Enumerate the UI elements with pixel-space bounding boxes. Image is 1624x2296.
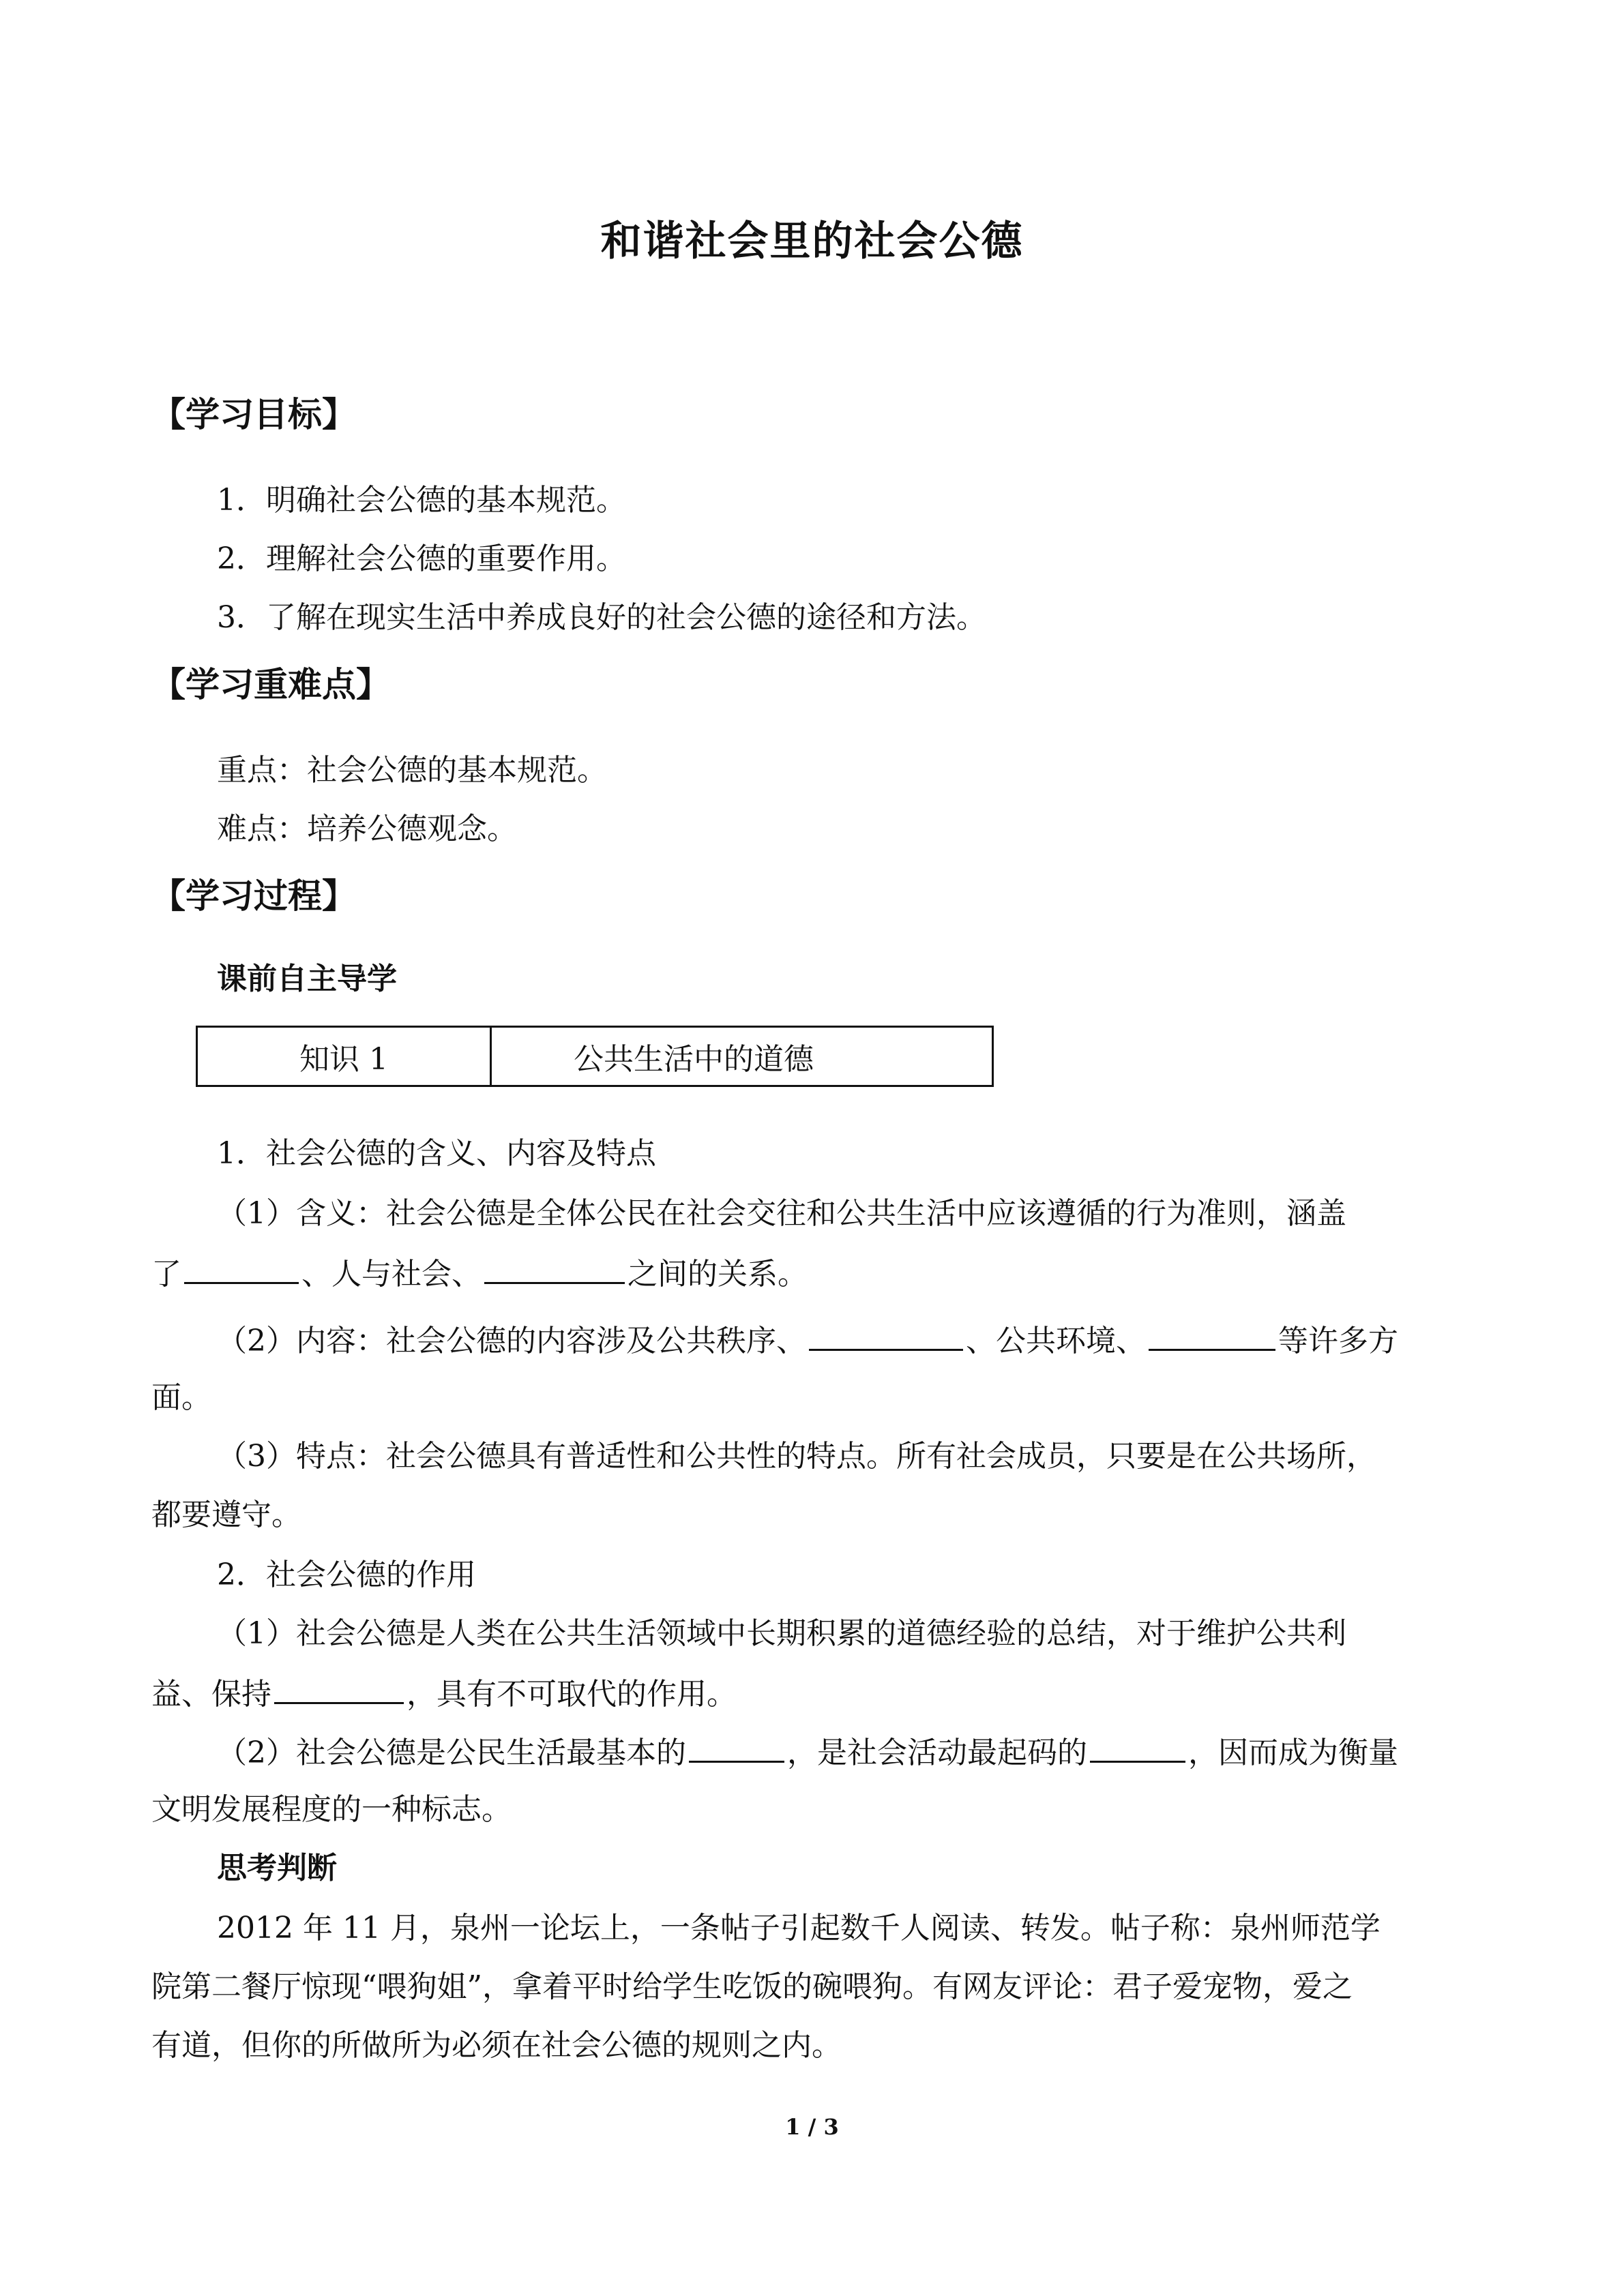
- objective-item-1: 1．明确社会公德的基本规范。: [217, 483, 626, 518]
- fill-blank[interactable]: [689, 1731, 784, 1763]
- think-line-1: 2012 年 11 月，泉州一论坛上，一条帖子引起数千人阅读、转发。帖子称：泉州师范学: [217, 1911, 1381, 1945]
- keypoint-difficulty: 难点：培养公德观念。: [217, 811, 517, 846]
- objective-item-2: 2．理解社会公德的重要作用。: [217, 541, 626, 576]
- q1-title: 1．社会公德的含义、内容及特点: [217, 1136, 656, 1171]
- think-line-2: 院第二餐厅惊现“喂狗姐”，拿着平时给学生吃饭的碗喂狗。有网友评论：君子爱宠物，爱之: [151, 1969, 1353, 2004]
- heading-keypoints: 【学习重难点】: [151, 665, 390, 704]
- q1-3-line-b: 都要遵守。: [151, 1497, 301, 1532]
- q2-1-line-b: [151, 1672, 737, 1715]
- q2-2-line-a: [217, 1731, 1398, 1774]
- text-span: （2）内容：社会公德的内容涉及公共秩序、: [217, 1324, 806, 1358]
- fill-blank[interactable]: [484, 1252, 625, 1284]
- q1-3-line-a: （3）特点：社会公德具有普适性和公共性的特点。所有社会成员，只要是在公共场所，: [217, 1439, 1376, 1474]
- text-span: 等许多方: [1278, 1324, 1398, 1358]
- table-cell-topic: 公共生活中的道德: [491, 1027, 993, 1086]
- table-cell-knowledge: 知识 1: [197, 1027, 491, 1086]
- text-span: ，是社会活动最起码的: [787, 1735, 1087, 1770]
- text-span: 益、保持: [151, 1677, 271, 1712]
- fill-blank[interactable]: [1149, 1319, 1275, 1351]
- q2-title: 2．社会公德的作用: [217, 1557, 476, 1592]
- text-span: 了: [151, 1257, 181, 1292]
- text-span: （2）社会公德是公民生活最基本的: [217, 1735, 686, 1770]
- q1-2-line-b: 面。: [151, 1380, 211, 1415]
- fill-blank[interactable]: [184, 1252, 299, 1284]
- subheading-self-study: 课前自主导学: [217, 961, 397, 996]
- q2-2-line-b: 文明发展程度的一种标志。: [151, 1792, 512, 1827]
- table-row: [197, 1027, 993, 1086]
- text-span: ，具有不可取代的作用。: [407, 1677, 737, 1712]
- fill-blank[interactable]: [809, 1319, 963, 1351]
- think-line-3: 有道，但你的所做所为必须在社会公德的规则之内。: [151, 2028, 842, 2063]
- text-span: ，因而成为衡量: [1188, 1735, 1398, 1770]
- q1-1-line-b: [151, 1252, 808, 1295]
- page-title: 和谐社会里的社会公德: [600, 218, 1024, 265]
- text-span: 之间的关系。: [628, 1257, 808, 1292]
- q1-1-line-a: （1）含义：社会公德是全体公民在社会交往和公共生活中应该遵循的行为准则，涵盖: [217, 1196, 1346, 1231]
- heading-objectives: 【学习目标】: [151, 395, 356, 434]
- subheading-think: 思考判断: [217, 1851, 337, 1885]
- objective-item-3: 3．了解在现实生活中养成良好的社会公德的途径和方法。: [217, 600, 986, 635]
- text-span: 、公共环境、: [966, 1324, 1146, 1358]
- q2-1-line-a: （1）社会公德是人类在公共生活领域中长期积累的道德经验的总结，对于维护公共利: [217, 1616, 1346, 1651]
- fill-blank[interactable]: [274, 1672, 404, 1704]
- text-span: 、人与社会、: [301, 1257, 482, 1292]
- page-number: 1 / 3: [785, 2114, 839, 2140]
- keypoint-key: 重点：社会公德的基本规范。: [217, 753, 607, 788]
- heading-process: 【学习过程】: [151, 876, 356, 916]
- knowledge-table: [196, 1026, 994, 1087]
- fill-blank[interactable]: [1090, 1731, 1185, 1763]
- q1-2-line-a: [217, 1319, 1398, 1362]
